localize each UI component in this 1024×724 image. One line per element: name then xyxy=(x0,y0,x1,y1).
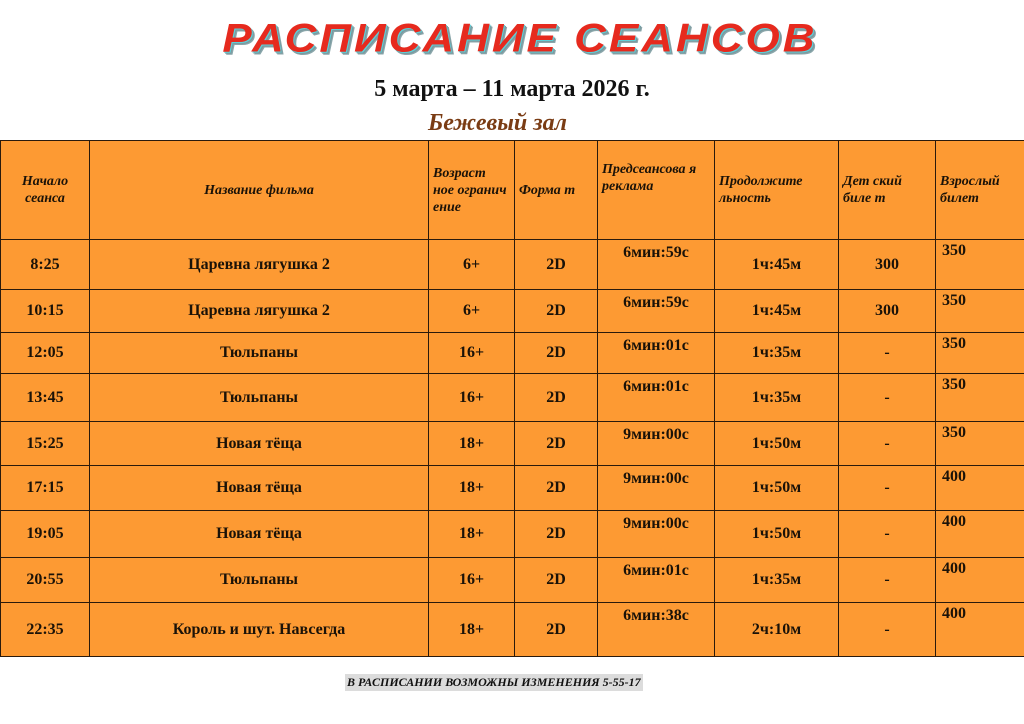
film-duration: 1ч:50м xyxy=(715,422,839,466)
session-start: 19:05 xyxy=(1,511,90,558)
film-title: Новая тёща xyxy=(90,466,429,511)
pre-show-ads: 6мин:38с xyxy=(598,603,715,657)
age-rating: 18+ xyxy=(429,511,515,558)
film-duration: 2ч:10м xyxy=(715,603,839,657)
film-format: 2D xyxy=(515,290,598,333)
col-header-duration: Продолжите льность xyxy=(715,141,839,240)
film-title: Новая тёща xyxy=(90,511,429,558)
table-row xyxy=(1,511,1024,558)
child-ticket-price: 300 xyxy=(839,240,936,290)
film-format: 2D xyxy=(515,466,598,511)
schedule-table xyxy=(0,140,1024,657)
session-start: 10:15 xyxy=(1,290,90,333)
pre-show-ads: 6мин:01с xyxy=(598,333,715,374)
adult-ticket-price: 350 xyxy=(936,422,1024,466)
age-rating: 16+ xyxy=(429,333,515,374)
film-duration: 1ч:45м xyxy=(715,240,839,290)
age-rating: 16+ xyxy=(429,374,515,422)
film-duration: 1ч:50м xyxy=(715,466,839,511)
child-ticket-price: - xyxy=(839,603,936,657)
film-title: Царевна лягушка 2 xyxy=(90,240,429,290)
session-start: 13:45 xyxy=(1,374,90,422)
adult-ticket-price: 350 xyxy=(936,240,1024,290)
child-ticket-price: - xyxy=(839,558,936,603)
film-duration: 1ч:50м xyxy=(715,511,839,558)
child-ticket-price: 300 xyxy=(839,290,936,333)
child-ticket-price: - xyxy=(839,466,936,511)
age-rating: 18+ xyxy=(429,603,515,657)
film-duration: 1ч:35м xyxy=(715,333,839,374)
film-title: Король и шут. Навсегда xyxy=(90,603,429,657)
page-title: РАСПИСАНИЕ СЕАНСОВ xyxy=(222,16,818,61)
age-rating: 18+ xyxy=(429,422,515,466)
pre-show-ads: 6мин:01с xyxy=(598,558,715,603)
film-title: Царевна лягушка 2 xyxy=(90,290,429,333)
col-header-format: Форма т xyxy=(515,141,598,240)
pre-show-ads: 6мин:01с xyxy=(598,374,715,422)
film-duration: 1ч:35м xyxy=(715,374,839,422)
session-start: 17:15 xyxy=(1,466,90,511)
pre-show-ads: 9мин:00с xyxy=(598,422,715,466)
session-start: 15:25 xyxy=(1,422,90,466)
film-duration: 1ч:35м xyxy=(715,558,839,603)
date-range: 5 марта – 11 марта 2026 г. xyxy=(374,76,650,102)
child-ticket-price: - xyxy=(839,422,936,466)
schedule-change-note: В РАСПИСАНИИ ВОЗМОЖНЫ ИЗМЕНЕНИЯ 5-55-17 xyxy=(347,675,641,689)
hall-name: Бежевый зал xyxy=(428,110,567,136)
table-row xyxy=(1,558,1024,603)
film-format: 2D xyxy=(515,558,598,603)
film-format: 2D xyxy=(515,240,598,290)
col-header-ads: Предсеансова я реклама xyxy=(598,141,715,240)
col-header-age: Возраст ное огранич ение xyxy=(429,141,515,240)
film-format: 2D xyxy=(515,374,598,422)
table-row xyxy=(1,422,1024,466)
col-header-start: Начало сеанса xyxy=(1,141,90,240)
film-format: 2D xyxy=(515,603,598,657)
table-row xyxy=(1,603,1024,657)
table-row xyxy=(1,466,1024,511)
pre-show-ads: 6мин:59с xyxy=(598,290,715,333)
adult-ticket-price: 400 xyxy=(936,511,1024,558)
col-header-film: Название фильма xyxy=(90,141,429,240)
header-row xyxy=(1,141,1024,240)
child-ticket-price: - xyxy=(839,374,936,422)
film-title: Тюльпаны xyxy=(90,558,429,603)
session-start: 12:05 xyxy=(1,333,90,374)
age-rating: 6+ xyxy=(429,240,515,290)
col-header-adult-ticket: Взрослый билет xyxy=(936,141,1024,240)
table-row xyxy=(1,240,1024,290)
child-ticket-price: - xyxy=(839,333,936,374)
pre-show-ads: 9мин:00с xyxy=(598,466,715,511)
adult-ticket-price: 350 xyxy=(936,290,1024,333)
adult-ticket-price: 400 xyxy=(936,466,1024,511)
pre-show-ads: 6мин:59с xyxy=(598,240,715,290)
film-format: 2D xyxy=(515,511,598,558)
session-start: 22:35 xyxy=(1,603,90,657)
film-format: 2D xyxy=(515,422,598,466)
age-rating: 16+ xyxy=(429,558,515,603)
age-rating: 18+ xyxy=(429,466,515,511)
session-start: 8:25 xyxy=(1,240,90,290)
film-title: Тюльпаны xyxy=(90,333,429,374)
film-title: Тюльпаны xyxy=(90,374,429,422)
adult-ticket-price: 350 xyxy=(936,374,1024,422)
session-start: 20:55 xyxy=(1,558,90,603)
film-duration: 1ч:45м xyxy=(715,290,839,333)
table-row xyxy=(1,333,1024,374)
adult-ticket-price: 400 xyxy=(936,558,1024,603)
adult-ticket-price: 350 xyxy=(936,333,1024,374)
film-title: Новая тёща xyxy=(90,422,429,466)
table-row xyxy=(1,290,1024,333)
adult-ticket-price: 400 xyxy=(936,603,1024,657)
child-ticket-price: - xyxy=(839,511,936,558)
pre-show-ads: 9мин:00с xyxy=(598,511,715,558)
table-row xyxy=(1,374,1024,422)
film-format: 2D xyxy=(515,333,598,374)
age-rating: 6+ xyxy=(429,290,515,333)
col-header-child-ticket: Дет ский биле т xyxy=(839,141,936,240)
